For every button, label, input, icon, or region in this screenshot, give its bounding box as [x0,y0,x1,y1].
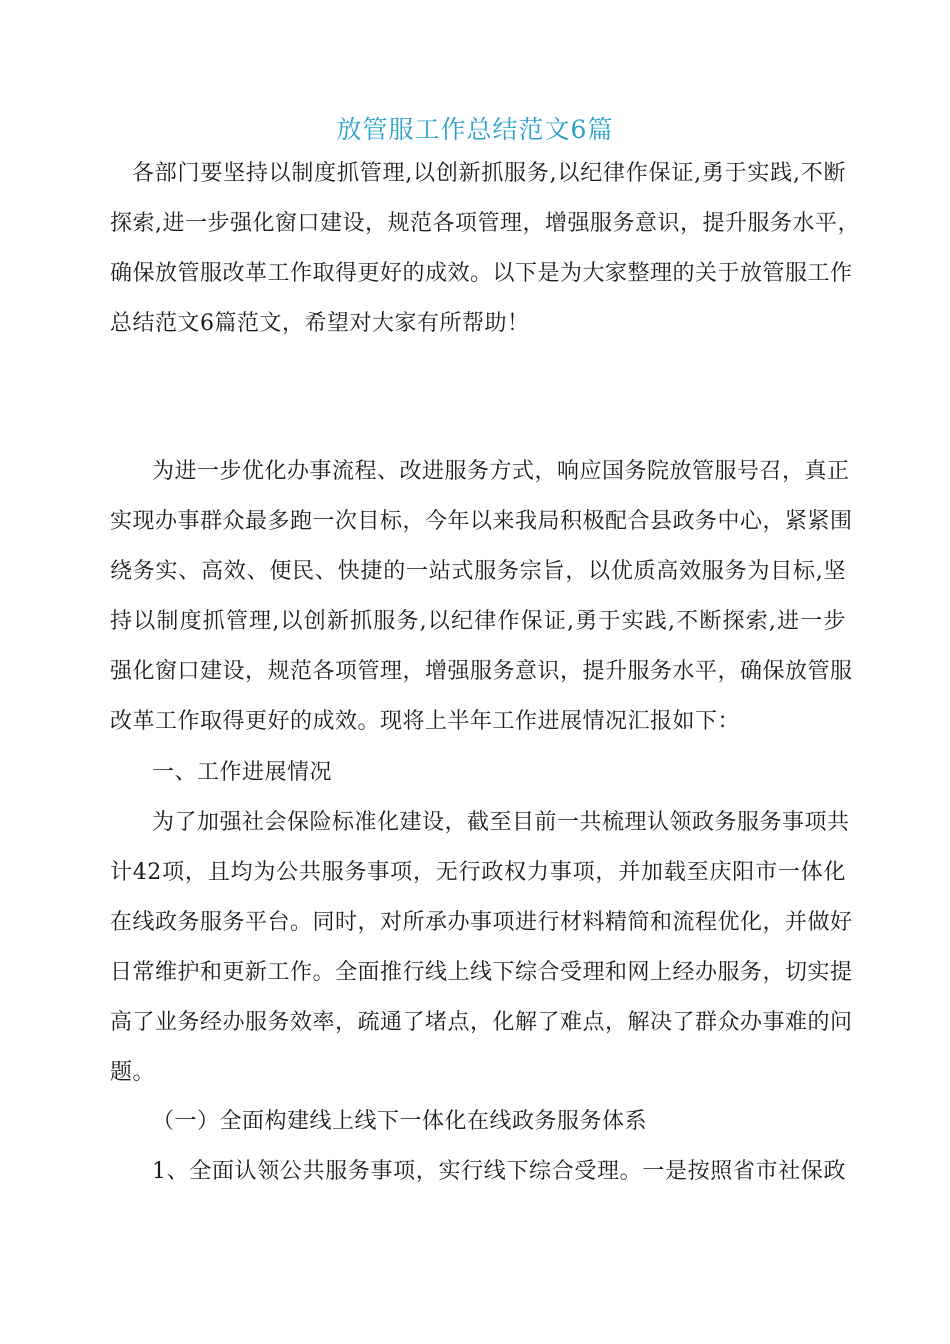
document-title: 放管服工作总结范文6篇 [336,115,614,144]
paragraph1-line-2: 实现办事群众最多跑一次目标，今年以来我局积极配合县政务中心，紧紧围 [110,509,853,534]
paragraph1-line-1: 为进一步优化办事流程、改进服务方式，响应国务院放管服号召，真正 [152,459,850,484]
paragraph1-line-3: 绕务实、高效、便民、快捷的一站式服务宗旨，以优质高效服务为目标,坚 [110,559,846,584]
paragraph2-line-5: 高了业务经办服务效率，疏通了堵点，化解了难点，解决了群众办事难的问 [110,1010,853,1035]
subsection1-heading: （一）全面构建线上线下一体化在线政务服务体系 [152,1109,648,1134]
paragraph2-line-2: 计42项，且均为公共服务事项，无行政权力事项，并加载至庆阳市一体化 [110,860,846,885]
intro-line-1: 各部门要坚持以制度抓管理,以创新抓服务,以纪律作保证,勇于实践,不断 [132,161,846,186]
intro-line-3: 确保放管服改革工作取得更好的成效。以下是为大家整理的关于放管服工作 [110,261,853,286]
paragraph1-line-5: 强化窗口建设，规范各项管理，增强服务意识，提升服务水平，确保放管服 [110,659,853,684]
paragraph2-line-1: 为了加强社会保险标准化建设，截至目前一共梳理认领政务服务事项共 [152,810,850,835]
paragraph2-line-3: 在线政务服务平台。同时，对所承办事项进行材料精简和流程优化，并做好 [110,910,853,935]
intro-line-2: 探索,进一步强化窗口建设，规范各项管理，增强服务意识，提升服务水平， [110,211,860,236]
paragraph1-line-6: 改革工作取得更好的成效。现将上半年工作进展情况汇报如下： [110,709,741,734]
paragraph2-line-4: 日常维护和更新工作。全面推行线上线下综合受理和网上经办服务，切实提 [110,960,853,985]
paragraph2-line-6: 题。 [110,1060,156,1085]
item1-line: 1、全面认领公共服务事项，实行线下综合受理。一是按照省市社保政 [152,1159,846,1184]
paragraph1-line-4: 持以制度抓管理,以创新抓服务,以纪律作保证,勇于实践,不断探索,进一步 [110,609,846,634]
intro-line-4: 总结范文6篇范文，希望对大家有所帮助！ [110,311,530,336]
section1-heading: 一、工作进展情况 [152,760,333,785]
